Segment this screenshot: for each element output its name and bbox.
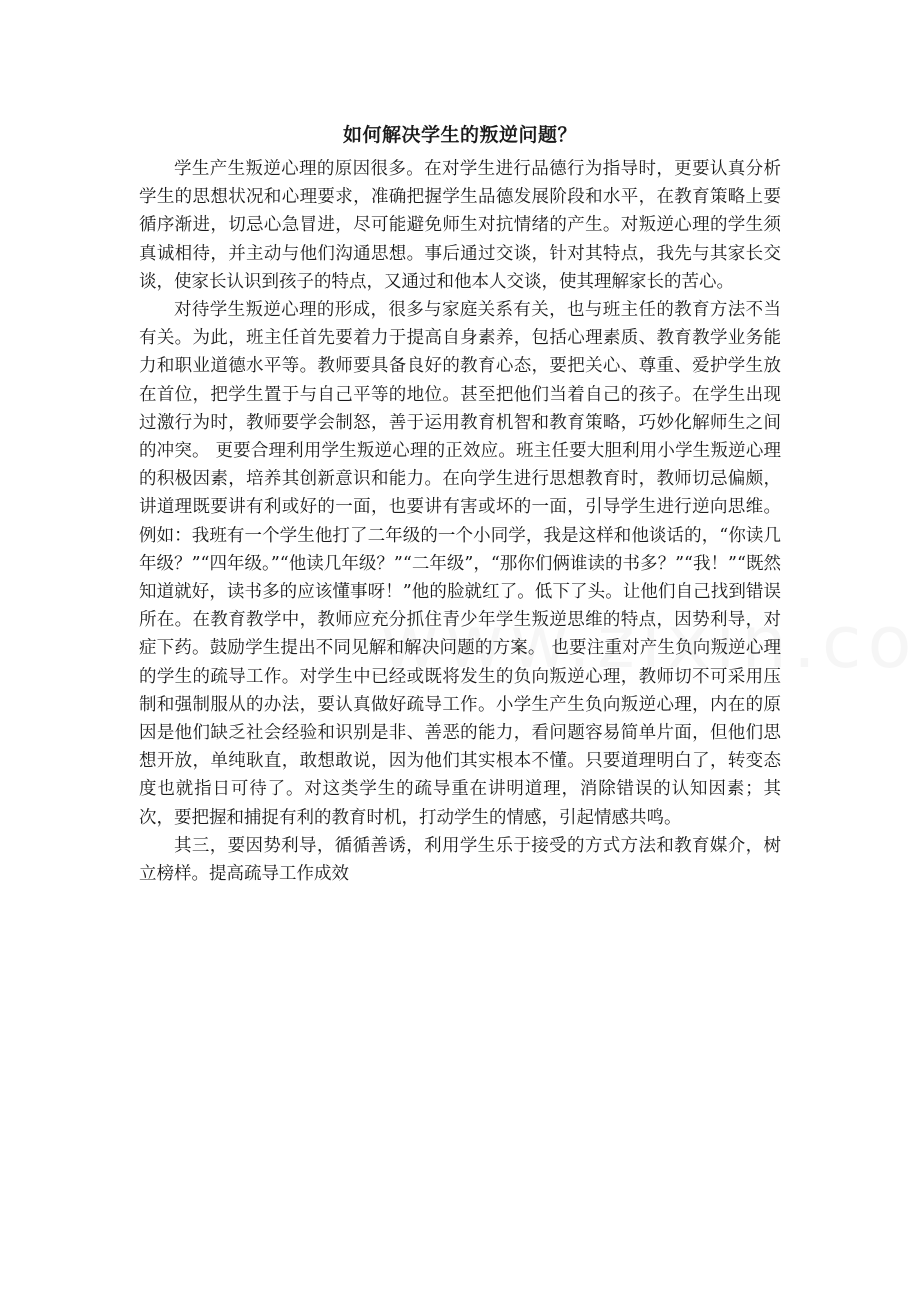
paragraph-2: 对待学生叛逆心理的形成，很多与家庭关系有关，也与班主任的教育方法不当有关。为此，班主任首先要着力于提高自身素养，包括心理素质、教育教学业务能力和职业道德水平等。教师要具备良好的教育心态，要把关心、尊重、爱护学生放在首位，把学生置于与自己平等的地位。甚至把他们当着自己的孩子。在学生出现过激行为时，教师要学会制怒，善于运用教育机智和教育策略，巧妙化解师生之间的冲突。 更要合理利用学生叛逆心理的正效应。班主任要大胆利用小学生叛逆心理的积极因素，培养其创新意识和能力。在向学生进行思想教育时，教师切忌偏颇，讲道理既要讲有利或好的一面，也要讲有害或坏的一面，引导学生进行逆向思维。例如：我班有一个学生他打了二年级的一个小同学，我是这样和他谈话的，“你读几年级？”“四年级。”“他读几年级？”“二年级”，“那你们俩谁读的书多？”“我！”“既然知道就好，读书多的应该懂事呀！”他的脸就红了。低下了头。让他们自己找到错误所在。在教育教学中，教师应充分抓住青少年学生叛逆思维的特点，因势利导，对症下药。鼓励学生提出不同见解和解决问题的方案。 也要注重对产生负向叛逆心理的学生的疏导工作。对学生中已经或既将发生的负向叛逆心理，教师切不可采用压制和强制服从的办法，要认真做好疏导工作。小学生产生负向叛逆心理，内在的原因是他们缺乏社会经验和识别是非、善恶的能力，看问题容易简单片面，但他们思想开放，单纯耿直，敢想敢说，因为他们其实根本不懂。只要道理明白了，转变态度也就指日可待了。对这类学生的疏导重在讲明道理，消除错误的认知因素；其次，要把握和捕捉有利的教育时机，打动学生的情感，引起情感共鸣。 xyxy=(139,300,781,828)
document-title: 如何解决学生的叛逆问题？ xyxy=(342,124,577,146)
document-page xyxy=(139,117,781,888)
paragraph-1: 学生产生叛逆心理的原因很多。在对学生进行品德行为指导时，更要认真分析学生的思想状况和心理要求，准确把握学生品德发展阶段和水平，在教育策略上要循序渐进，切忌心急冒进，尽可能避免师生对抗情绪的产生。对叛逆心理的学生须真诚相待，并主动与他们沟通思想。事后通过交谈，针对其特点，我先与其家长交谈，使家长认识到孩子的特点，又通过和他本人交谈，使其理解家长的苦心。 xyxy=(139,159,781,292)
paragraph-3: 其三，要因势利导，循循善诱，利用学生乐于接受的方式方法和教育媒介，树立榜样。提高疏导工作成效 xyxy=(139,835,781,885)
